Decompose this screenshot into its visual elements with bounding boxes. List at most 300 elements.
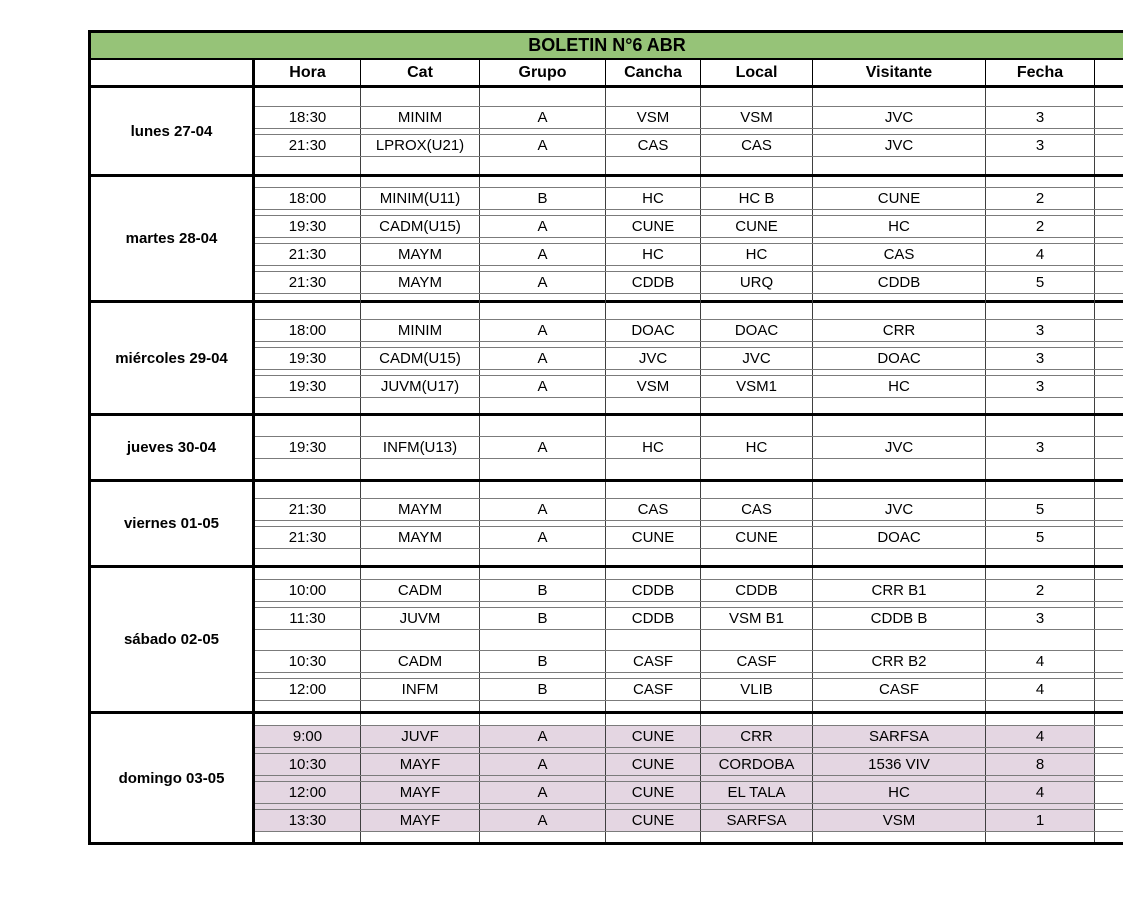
cell-cancha: CDDB [606, 608, 701, 629]
grid-line-cell [361, 398, 480, 414]
grid-line-cell [480, 459, 606, 479]
day-section-jueves-30-04 [91, 413, 1123, 479]
day-label: lunes 27-04 [130, 122, 213, 140]
cell-fecha: 1 [986, 810, 1095, 831]
cell-cat: CADM [361, 651, 480, 672]
cell-cancha: JVC [606, 348, 701, 369]
grid-line-cell [986, 416, 1095, 436]
cell-local: JVC [701, 348, 813, 369]
grid-line-cell [986, 832, 1095, 843]
cell-fecha: 5 [986, 527, 1095, 548]
grid-line-cell [986, 398, 1095, 414]
cell-hora: 11:30 [255, 608, 361, 629]
cell-cancha: CAS [606, 499, 701, 520]
cell-fecha: 3 [986, 348, 1095, 369]
schedule-table [88, 30, 1123, 845]
day-label: sábado 02-05 [123, 631, 220, 648]
cell-cat: MAYM [361, 499, 480, 520]
cell-hora: 12:00 [255, 679, 361, 700]
grid-line-cell [361, 568, 480, 579]
cell-grupo: A [480, 135, 606, 156]
cell-partial [1095, 726, 1123, 747]
cell-fecha: 5 [986, 272, 1095, 293]
cell-cancha: VSM [606, 376, 701, 397]
cell-visitante: CDDB [813, 272, 986, 293]
grid-line-cell [361, 714, 480, 725]
grid-line-cell [813, 832, 986, 843]
grid-line-cell [701, 398, 813, 414]
cell-grupo: B [480, 608, 606, 629]
cell-visitante: HC [813, 376, 986, 397]
match-row [255, 809, 1123, 832]
cell-hora: 18:00 [255, 320, 361, 341]
grid-line-cell [361, 416, 480, 436]
schedule-sections [91, 88, 1123, 842]
cell-local: CUNE [701, 216, 813, 237]
grid-line-cell [255, 482, 361, 498]
grid-line-cell [606, 157, 701, 175]
grid-line-cell [1095, 482, 1123, 498]
cell-cancha: CUNE [606, 810, 701, 831]
cell-fecha: 2 [986, 188, 1095, 209]
grid-line-cell [480, 832, 606, 843]
cell-cancha: CUNE [606, 527, 701, 548]
grid-line-cell [701, 157, 813, 175]
cell-cat: MAYF [361, 754, 480, 775]
cell-cat: MAYF [361, 810, 480, 831]
cell-cat: JUVM(U17) [361, 376, 480, 397]
cell-partial [1095, 754, 1123, 775]
grid-line-cell [361, 88, 480, 106]
grid-line-cell [1095, 568, 1123, 579]
cell-grupo: A [480, 782, 606, 803]
grid-line-cell [813, 630, 986, 650]
cell-fecha: 3 [986, 135, 1095, 156]
cell-partial [1095, 188, 1123, 209]
cell-cancha: CUNE [606, 726, 701, 747]
grid-line-cell [813, 714, 986, 725]
cell-hora: 10:00 [255, 580, 361, 601]
cell-grupo: A [480, 216, 606, 237]
match-row [255, 134, 1123, 157]
cell-visitante: CAS [813, 244, 986, 265]
cell-visitante: HC [813, 216, 986, 237]
bulletin-title-bar [91, 33, 1123, 60]
grid-line-cell [986, 88, 1095, 106]
cell-grupo: A [480, 437, 606, 458]
grid-line-cell [480, 88, 606, 106]
grid-line-cell [480, 701, 606, 712]
cell-partial [1095, 135, 1123, 156]
match-row [255, 579, 1123, 602]
grid-line-cell [986, 303, 1095, 319]
grid-line-cell [606, 459, 701, 479]
cell-grupo: B [480, 188, 606, 209]
cell-hora: 19:30 [255, 348, 361, 369]
grid-line-cell [480, 482, 606, 498]
grid-line-cell [1095, 549, 1123, 565]
grid-line-cell [986, 177, 1095, 187]
grid-line-cell [701, 482, 813, 498]
match-row [255, 187, 1123, 210]
grid-line-cell [606, 88, 701, 106]
cell-hora: 10:30 [255, 754, 361, 775]
column-header-local: Local [701, 60, 813, 85]
cell-local: HC [701, 244, 813, 265]
cell-partial [1095, 651, 1123, 672]
empty-row [255, 157, 1123, 175]
grid-line-cell [361, 459, 480, 479]
grid-line-cell [255, 177, 361, 187]
cell-fecha: 3 [986, 437, 1095, 458]
column-header-partial [1095, 60, 1123, 85]
cell-cat: MAYF [361, 782, 480, 803]
grid-line-cell [606, 549, 701, 565]
column-header-cat: Cat [361, 60, 480, 85]
cell-cancha: HC [606, 437, 701, 458]
grid-line-cell [606, 714, 701, 725]
empty-row [255, 714, 1123, 725]
grid-line-cell [1095, 416, 1123, 436]
day-cell [91, 416, 255, 479]
cell-partial [1095, 216, 1123, 237]
cell-hora: 19:30 [255, 437, 361, 458]
cell-hora: 21:30 [255, 244, 361, 265]
cell-visitante: CRR B1 [813, 580, 986, 601]
grid-line-cell [986, 568, 1095, 579]
cell-local: CAS [701, 135, 813, 156]
cell-grupo: A [480, 754, 606, 775]
cell-visitante: HC [813, 782, 986, 803]
grid-line-cell [813, 157, 986, 175]
cell-visitante: JVC [813, 135, 986, 156]
cell-hora: 12:00 [255, 782, 361, 803]
empty-row [255, 832, 1123, 843]
cell-fecha: 3 [986, 320, 1095, 341]
cell-visitante: CRR B2 [813, 651, 986, 672]
section-rows [255, 568, 1123, 711]
grid-line-cell [813, 177, 986, 187]
day-label: domingo 03-05 [118, 769, 225, 787]
grid-line-cell [813, 482, 986, 498]
grid-line-cell [255, 157, 361, 175]
cell-local: CDDB [701, 580, 813, 601]
cell-grupo: B [480, 580, 606, 601]
day-section-mi-rcoles-29-04 [91, 300, 1123, 413]
cell-grupo: A [480, 320, 606, 341]
grid-line-cell [606, 177, 701, 187]
grid-line-cell [813, 701, 986, 712]
cell-hora: 13:30 [255, 810, 361, 831]
empty-row [255, 177, 1123, 187]
cell-fecha: 8 [986, 754, 1095, 775]
cell-partial [1095, 679, 1123, 700]
grid-line-cell [255, 549, 361, 565]
cell-cancha: CUNE [606, 782, 701, 803]
empty-row [255, 549, 1123, 565]
match-row [255, 678, 1123, 701]
grid-line-cell [1095, 701, 1123, 712]
grid-line-cell [701, 549, 813, 565]
cell-local: CRR [701, 726, 813, 747]
match-row [255, 436, 1123, 459]
grid-line-cell [813, 398, 986, 414]
cell-partial [1095, 782, 1123, 803]
cell-local: VSM B1 [701, 608, 813, 629]
cell-cat: INFM [361, 679, 480, 700]
section-rows [255, 88, 1123, 174]
grid-line-cell [986, 549, 1095, 565]
cell-hora: 9:00 [255, 726, 361, 747]
cell-fecha: 4 [986, 651, 1095, 672]
column-header-cancha: Cancha [606, 60, 701, 85]
bulletin-title: BOLETIN N°6 ABR [528, 35, 686, 55]
cell-local: CAS [701, 499, 813, 520]
cell-partial [1095, 499, 1123, 520]
cell-visitante: CRR [813, 320, 986, 341]
cell-partial [1095, 437, 1123, 458]
cell-cancha: CDDB [606, 272, 701, 293]
cell-partial [1095, 608, 1123, 629]
cell-hora: 10:30 [255, 651, 361, 672]
cell-cancha: HC [606, 244, 701, 265]
grid-line-cell [701, 630, 813, 650]
grid-line-cell [701, 832, 813, 843]
cell-local: VSM [701, 107, 813, 128]
grid-line-cell [361, 832, 480, 843]
column-header-grupo: Grupo [480, 60, 606, 85]
cell-partial [1095, 107, 1123, 128]
grid-line-cell [1095, 157, 1123, 175]
match-row [255, 781, 1123, 804]
grid-line-cell [986, 630, 1095, 650]
grid-line-cell [255, 568, 361, 579]
grid-line-cell [606, 398, 701, 414]
grid-line-cell [701, 177, 813, 187]
cell-cat: MINIM(U11) [361, 188, 480, 209]
grid-line-cell [701, 714, 813, 725]
match-row [255, 347, 1123, 370]
grid-line-cell [255, 303, 361, 319]
column-header-fecha: Fecha [986, 60, 1095, 85]
match-row [255, 319, 1123, 342]
grid-line-cell [255, 832, 361, 843]
cell-grupo: A [480, 244, 606, 265]
day-section-viernes-01-05 [91, 479, 1123, 565]
cell-visitante: SARFSA [813, 726, 986, 747]
day-cell [91, 88, 255, 174]
grid-line-cell [813, 416, 986, 436]
cell-local: CASF [701, 651, 813, 672]
grid-line-cell [701, 416, 813, 436]
cell-local: URQ [701, 272, 813, 293]
cell-local: CUNE [701, 527, 813, 548]
empty-row [255, 459, 1123, 479]
cell-grupo: B [480, 651, 606, 672]
grid-line-cell [361, 701, 480, 712]
cell-local: HC B [701, 188, 813, 209]
cell-grupo: A [480, 499, 606, 520]
grid-line-cell [1095, 177, 1123, 187]
cell-visitante: CUNE [813, 188, 986, 209]
grid-line-cell [813, 549, 986, 565]
grid-line-cell [986, 701, 1095, 712]
cell-grupo: A [480, 726, 606, 747]
cell-partial [1095, 320, 1123, 341]
section-rows [255, 714, 1123, 842]
column-header-row [91, 60, 1123, 88]
grid-line-cell [1095, 832, 1123, 843]
cell-local: SARFSA [701, 810, 813, 831]
cell-visitante: JVC [813, 107, 986, 128]
grid-line-cell [606, 630, 701, 650]
day-cell [91, 177, 255, 300]
day-label: martes 28-04 [125, 230, 218, 247]
cell-fecha: 4 [986, 679, 1095, 700]
cell-partial [1095, 272, 1123, 293]
match-row [255, 271, 1123, 294]
grid-line-cell [361, 549, 480, 565]
cell-hora: 19:30 [255, 216, 361, 237]
grid-line-cell [701, 88, 813, 106]
cell-grupo: A [480, 810, 606, 831]
grid-line-cell [606, 482, 701, 498]
cell-visitante: JVC [813, 499, 986, 520]
cell-visitante: DOAC [813, 348, 986, 369]
grid-line-cell [986, 157, 1095, 175]
cell-cancha: CDDB [606, 580, 701, 601]
grid-line-cell [606, 701, 701, 712]
day-section-lunes-27-04 [91, 88, 1123, 174]
cell-cat: MAYM [361, 244, 480, 265]
cell-fecha: 3 [986, 107, 1095, 128]
cell-visitante: JVC [813, 437, 986, 458]
cell-cat: MAYM [361, 527, 480, 548]
empty-row [255, 482, 1123, 498]
day-section-martes-28-04 [91, 174, 1123, 300]
cell-fecha: 2 [986, 216, 1095, 237]
cell-hora: 19:30 [255, 376, 361, 397]
day-column-header [91, 60, 255, 85]
grid-line-cell [1095, 398, 1123, 414]
day-cell [91, 303, 255, 413]
empty-row [255, 630, 1123, 650]
grid-line-cell [480, 398, 606, 414]
grid-line-cell [813, 568, 986, 579]
grid-line-cell [986, 714, 1095, 725]
cell-cancha: HC [606, 188, 701, 209]
section-rows [255, 482, 1123, 565]
match-row [255, 498, 1123, 521]
cell-partial [1095, 527, 1123, 548]
section-rows [255, 416, 1123, 479]
cell-partial [1095, 810, 1123, 831]
grid-line-cell [701, 459, 813, 479]
grid-line-cell [480, 303, 606, 319]
cell-hora: 18:00 [255, 188, 361, 209]
cell-grupo: A [480, 376, 606, 397]
grid-line-cell [255, 630, 361, 650]
empty-row [255, 416, 1123, 436]
match-row [255, 215, 1123, 238]
match-row [255, 243, 1123, 266]
match-row [255, 375, 1123, 398]
cell-local: HC [701, 437, 813, 458]
cell-hora: 18:30 [255, 107, 361, 128]
section-rows [255, 303, 1123, 413]
grid-line-cell [606, 303, 701, 319]
grid-line-cell [255, 398, 361, 414]
cell-hora: 21:30 [255, 272, 361, 293]
cell-cat: INFM(U13) [361, 437, 480, 458]
cell-cat: MINIM [361, 320, 480, 341]
cell-cancha: CUNE [606, 754, 701, 775]
cell-cancha: DOAC [606, 320, 701, 341]
grid-line-cell [1095, 303, 1123, 319]
grid-line-cell [480, 177, 606, 187]
cell-cat: MINIM [361, 107, 480, 128]
cell-grupo: A [480, 527, 606, 548]
grid-line-cell [480, 157, 606, 175]
grid-line-cell [361, 157, 480, 175]
cell-hora: 21:30 [255, 527, 361, 548]
grid-line-cell [255, 701, 361, 712]
cell-grupo: A [480, 107, 606, 128]
grid-line-cell [480, 416, 606, 436]
grid-line-cell [986, 459, 1095, 479]
empty-row [255, 701, 1123, 712]
cell-cat: CADM(U15) [361, 216, 480, 237]
cell-visitante: VSM [813, 810, 986, 831]
cell-fecha: 4 [986, 726, 1095, 747]
cell-local: VSM1 [701, 376, 813, 397]
cell-fecha: 4 [986, 244, 1095, 265]
cell-fecha: 4 [986, 782, 1095, 803]
cell-fecha: 5 [986, 499, 1095, 520]
cell-cancha: CAS [606, 135, 701, 156]
cell-grupo: A [480, 348, 606, 369]
grid-line-cell [813, 88, 986, 106]
grid-line-cell [606, 416, 701, 436]
empty-row [255, 568, 1123, 579]
cell-local: CORDOBA [701, 754, 813, 775]
grid-line-cell [255, 714, 361, 725]
day-section-s-bado-02-05 [91, 565, 1123, 711]
grid-line-cell [361, 630, 480, 650]
cell-cat: JUVM [361, 608, 480, 629]
grid-line-cell [480, 714, 606, 725]
grid-line-cell [255, 88, 361, 106]
grid-line-cell [1095, 459, 1123, 479]
day-label: viernes 01-05 [123, 515, 220, 532]
cell-visitante: 1536 VIV [813, 754, 986, 775]
match-row [255, 526, 1123, 549]
cell-cancha: VSM [606, 107, 701, 128]
match-row [255, 725, 1123, 748]
day-label: miércoles 29-04 [115, 349, 228, 367]
grid-line-cell [1095, 630, 1123, 650]
grid-line-cell [361, 303, 480, 319]
match-row [255, 106, 1123, 129]
grid-line-cell [701, 568, 813, 579]
cell-cat: CADM(U15) [361, 348, 480, 369]
grid-line-cell [255, 416, 361, 436]
cell-cancha: CUNE [606, 216, 701, 237]
cell-cat: MAYM [361, 272, 480, 293]
grid-line-cell [480, 549, 606, 565]
match-row [255, 607, 1123, 630]
grid-line-cell [1095, 714, 1123, 725]
